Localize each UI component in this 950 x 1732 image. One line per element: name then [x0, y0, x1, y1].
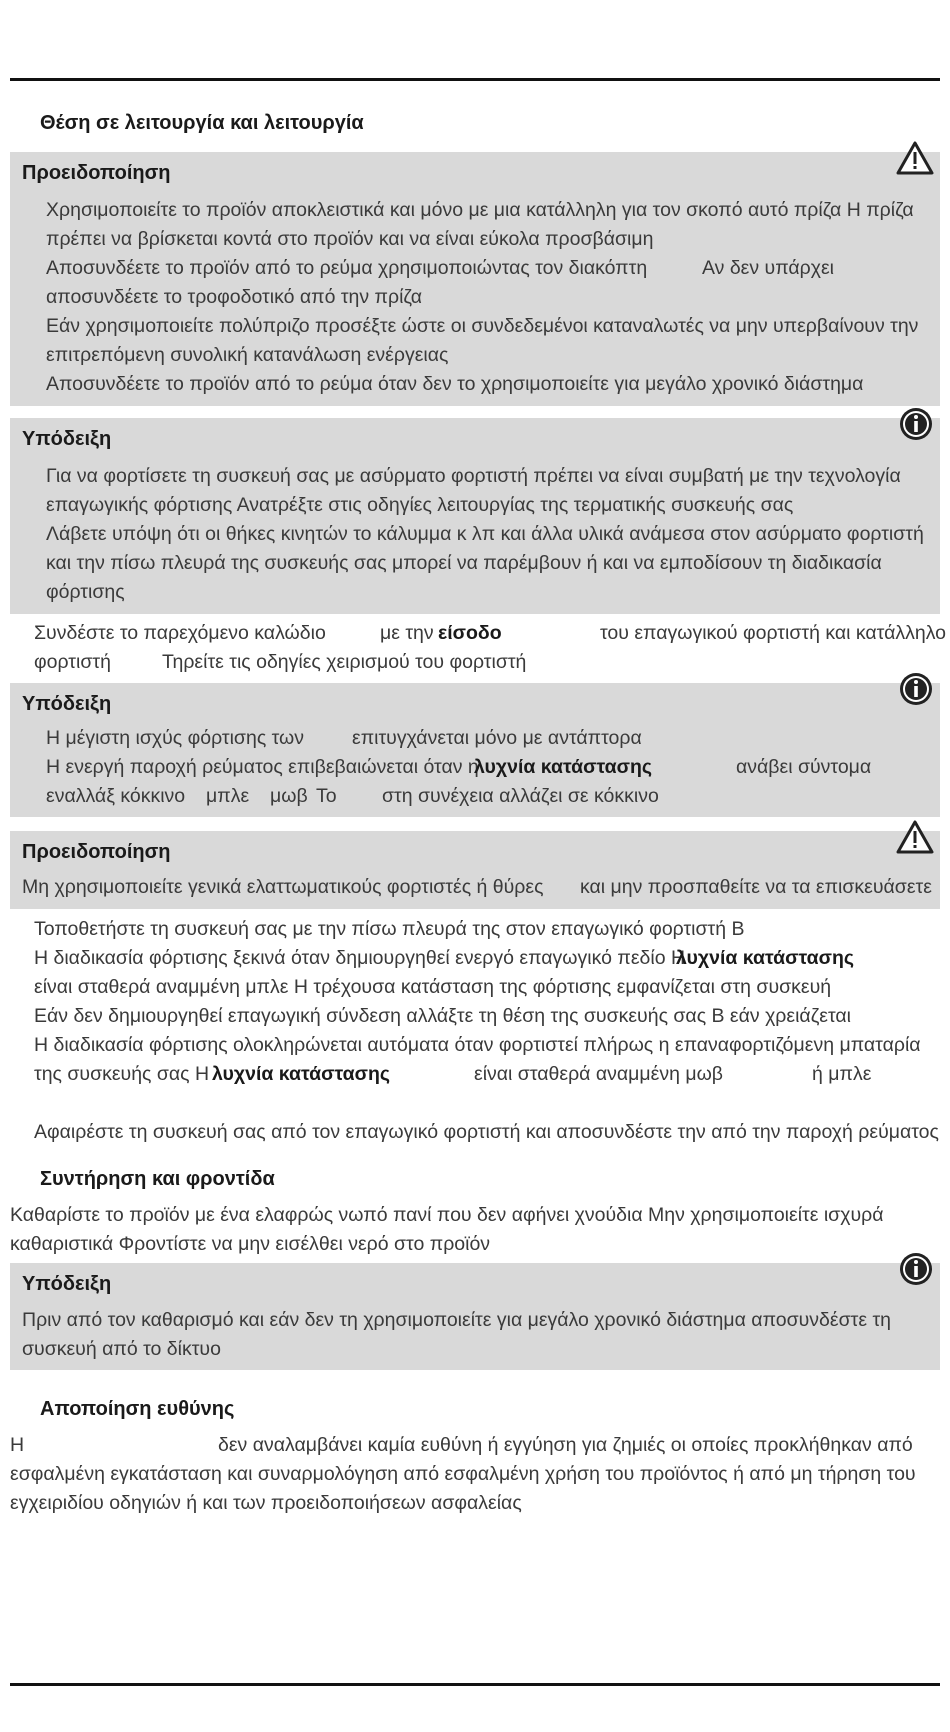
- step-text: είναι σταθερά αναμμένη μωβ: [474, 1063, 724, 1085]
- warning-line: πρέπει να βρίσκεται κοντά στο προϊόν και να είναι εύκολα προσβάσιμη: [46, 228, 654, 250]
- section-title-disclaimer: Αποποίηση ευθύνης: [40, 1398, 235, 1420]
- section-title-operation: Θέση σε λειτουργία και λειτουργία: [40, 112, 364, 134]
- warning-box-title: Προειδοποίηση: [22, 841, 171, 863]
- step-text: Τοποθετήστε τη συσκευή σας με την πίσω πλευρά της στον επαγωγικό φορτιστή Β: [34, 918, 745, 940]
- step-text: Αφαιρέστε τη συσκευή σας από τον επαγωγικό φορτιστή και αποσυνδέστε την από την παροχή ρεύματος: [34, 1121, 939, 1143]
- step-text-bold: λυχνία κατάστασης: [212, 1063, 391, 1085]
- note-line-bold: λυχνία κατάστασης: [474, 756, 653, 778]
- disclaimer-text: Η: [10, 1434, 25, 1456]
- note-box-title: Υπόδειξη: [22, 1273, 112, 1295]
- warning-line: Αποσυνδέετε το προϊόν από το ρεύμα χρησιμοποιώντας τον διακόπτη: [46, 257, 648, 279]
- connect-text: με την: [380, 622, 434, 644]
- maintenance-text: Καθαρίστε το προϊόν με ένα ελαφρώς νωπό πανί που δεν αφήνει χνούδια Μην χρησιμοποιείτε ισχυρά: [10, 1204, 884, 1226]
- warning-box-title: Προειδοποίηση: [22, 162, 171, 184]
- note-line: Λάβετε υπόψη ότι οι θήκες κινητών το κάλυμμα κ λπ και άλλα υλικά ανάμεσα στον ασύρματο φορτιστή: [46, 523, 924, 545]
- maintenance-text: καθαριστικά Φροντίστε να μην εισέλθει νερό στο προϊόν: [10, 1233, 491, 1255]
- info-circle-icon: [898, 671, 934, 707]
- note-line: και την πίσω πλευρά της συσκευής σας μπορεί να παρέμβουν ή και να εμποδίσουν τη διαδικασία: [46, 552, 882, 574]
- warning-line: αποσυνδέετε το τροφοδοτικό από την πρίζα: [46, 286, 423, 308]
- note-box-title: Υπόδειξη: [22, 693, 112, 715]
- note-line: μπλε: [206, 785, 250, 807]
- warning-box: [10, 831, 940, 909]
- note-line: μωβ: [270, 785, 308, 807]
- disclaimer-text: εσφαλμένη εγκατάσταση και συναρμολόγηση από εσφαλμένη χρήση του προϊόντος ή από μη τήρηση του: [10, 1463, 916, 1485]
- note-line: φόρτισης: [46, 581, 125, 603]
- note-line: Η ενεργή παροχή ρεύματος επιβεβαιώνεται όταν η: [46, 756, 479, 778]
- info-circle-icon: [898, 1251, 934, 1287]
- step-text: Η διαδικασία φόρτισης ολοκληρώνεται αυτόματα όταν φορτιστεί πλήρως η επαναφορτιζόμενη μπαταρία: [34, 1034, 921, 1056]
- top-rule: [10, 78, 940, 81]
- step-text: είναι σταθερά αναμμένη μπλε Η τρέχουσα κατάσταση της φόρτισης εμφανίζεται στη συσκευή: [34, 976, 832, 998]
- note-line: Η μέγιστη ισχύς φόρτισης των: [46, 727, 305, 749]
- note-line: εναλλάξ κόκκινο: [46, 785, 186, 807]
- note-line: Πριν από τον καθαρισμό και εάν δεν τη χρησιμοποιείτε για μεγάλο χρονικό διάστημα αποσυνδέστε τη: [22, 1309, 891, 1331]
- warning-box: [10, 152, 940, 406]
- note-line: συσκευή από το δίκτυο: [22, 1338, 221, 1360]
- step-text: Η διαδικασία φόρτισης ξεκινά όταν δημιουργηθεί ενεργό επαγωγικό πεδίο Η: [34, 947, 686, 969]
- warning-line: Μη χρησιμοποιείτε γενικά ελαττωματικούς φορτιστές ή θύρες: [22, 876, 544, 898]
- note-box: [10, 683, 940, 817]
- connect-text: φορτιστή: [34, 651, 111, 673]
- disclaimer-text: δεν αναλαμβάνει καμία ευθύνη ή εγγύηση για ζημιές οι οποίες προκλήθηκαν από: [218, 1434, 913, 1456]
- info-circle-icon: [898, 406, 934, 442]
- warning-line: Αποσυνδέετε το προϊόν από το ρεύμα όταν δεν το χρησιμοποιείτε για μεγάλο χρονικό διάστημα: [46, 373, 864, 395]
- step-text-bold: λυχνία κατάστασης: [676, 947, 855, 969]
- connect-text: του επαγωγικού φορτιστή και κατάλληλο: [600, 622, 947, 644]
- step-text: Εάν δεν δημιουργηθεί επαγωγική σύνδεση αλλάξτε τη θέση της συσκευής σας Β εάν χρειάζεται: [34, 1005, 852, 1027]
- warning-triangle-icon: [895, 819, 935, 855]
- step-text: της συσκευής σας Η: [34, 1063, 210, 1085]
- note-line: στη συνέχεια αλλάζει σε κόκκινο: [382, 785, 659, 807]
- note-line: επαγωγικής φόρτισης Ανατρέξτε στις οδηγίες λειτουργίας της τερματικής συσκευής σας: [46, 494, 794, 516]
- connect-text: Συνδέστε το παρεχόμενο καλώδιο: [34, 622, 326, 644]
- disclaimer-text: εγχειριδίου οδηγιών ή και των προειδοποιήσεων ασφαλείας: [10, 1492, 522, 1514]
- note-box-title: Υπόδειξη: [22, 428, 112, 450]
- note-line: Το: [316, 785, 337, 807]
- warning-line: Χρησιμοποιείτε το προϊόν αποκλειστικά και μόνο με μια κατάλληλη για τον σκοπό αυτό πρίζα Η πρίζα: [46, 199, 914, 221]
- warning-line: Εάν χρησιμοποιείτε πολύπριζο προσέξτε ώστε οι συνδεδεμένοι καταναλωτές να μην υπερβαίνουν την: [46, 315, 919, 337]
- connect-text-bold: είσοδο: [438, 622, 502, 644]
- warning-line: και μην προσπαθείτε να τα επισκευάσετε: [580, 876, 932, 898]
- step-text: ή μπλε: [812, 1063, 872, 1085]
- warning-line: Αν δεν υπάρχει: [702, 257, 835, 279]
- section-title-maintenance: Συντήρηση και φροντίδα: [40, 1168, 275, 1190]
- note-line: Για να φορτίσετε τη συσκευή σας με ασύρματο φορτιστή πρέπει να είναι συμβατή με την τεχνολογία: [46, 465, 901, 487]
- connect-text: Τηρείτε τις οδηγίες χειρισμού του φορτιστή: [162, 651, 527, 673]
- note-line: επιτυγχάνεται μόνο με αντάπτορα: [352, 727, 642, 749]
- note-box: [10, 418, 940, 614]
- note-line: ανάβει σύντομα: [736, 756, 872, 778]
- warning-triangle-icon: [895, 140, 935, 176]
- note-box: [10, 1263, 940, 1370]
- warning-line: επιτρεπόμενη συνολική κατανάλωση ενέργειας: [46, 344, 449, 366]
- bottom-rule: [10, 1683, 940, 1686]
